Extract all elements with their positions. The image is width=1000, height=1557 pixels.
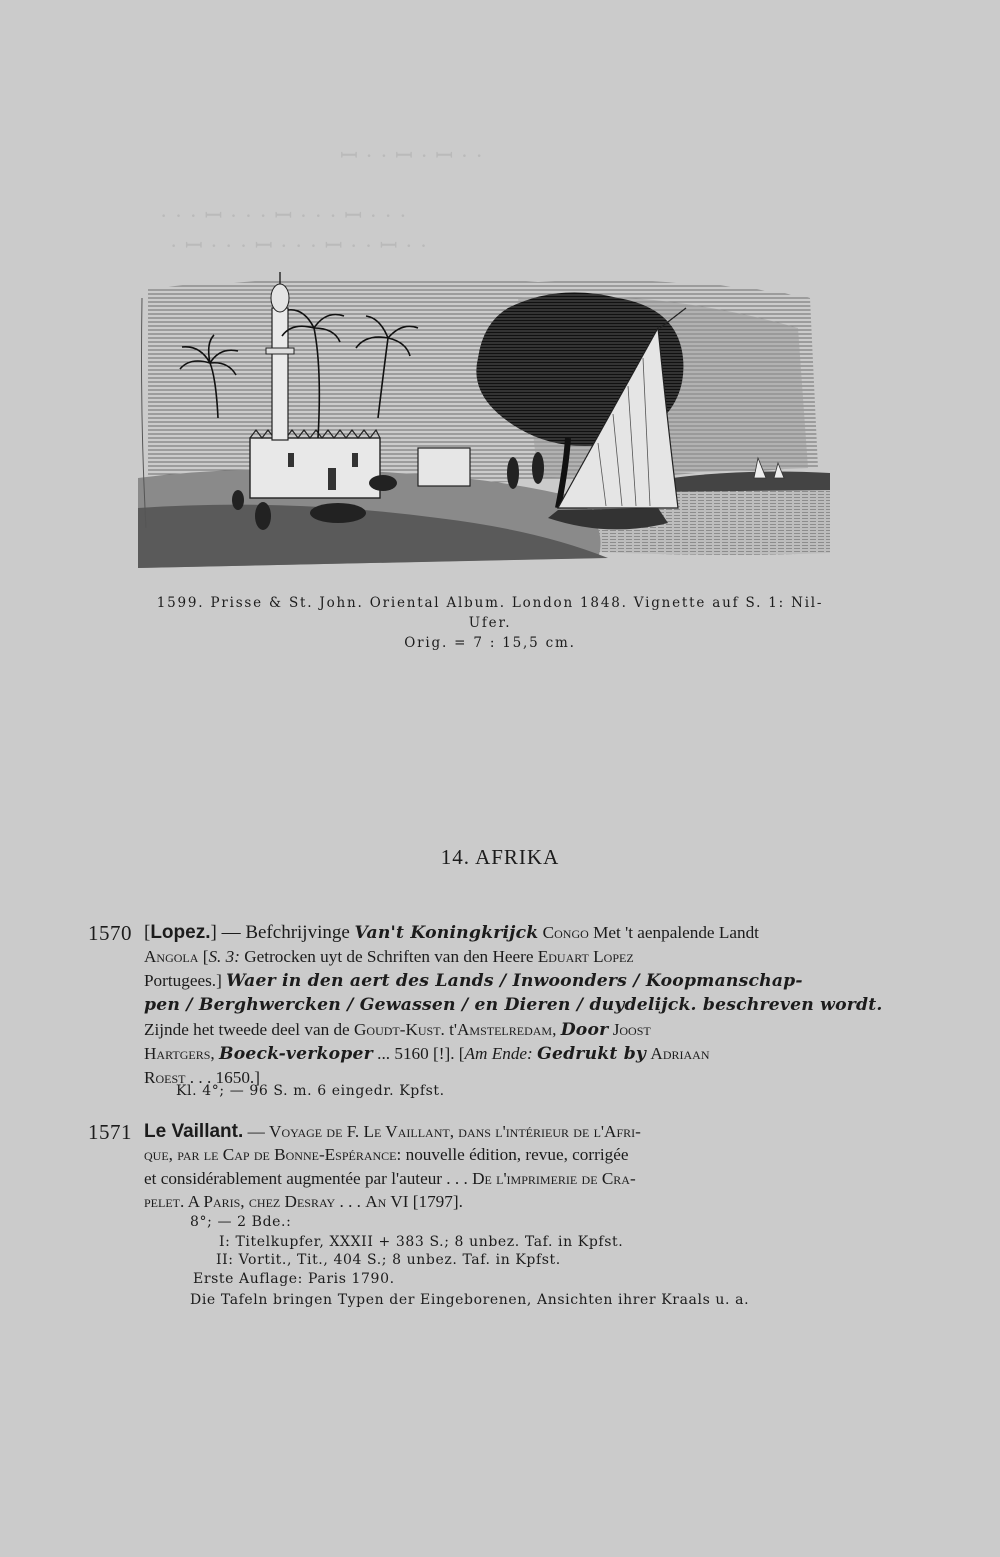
entry-text-run: De l'imprimerie de Cra- bbox=[472, 1168, 636, 1188]
entry-text-run: Van't Koningkrijck bbox=[354, 923, 539, 943]
entry-line bbox=[144, 1167, 834, 1190]
caption-line-1: 1599. Prisse & St. John. Oriental Album. London 1848. Vignette auf S. 1: Nil-Ufer. bbox=[156, 595, 824, 631]
entry-text-run: Adriaan bbox=[650, 1044, 710, 1064]
entry-text-run: Waer in den aert des Lands / Inwoonders / Koopmanschap- bbox=[226, 970, 803, 991]
entry-line bbox=[144, 1190, 834, 1213]
entry-text-run: t' bbox=[444, 1019, 457, 1039]
entry-note: 8°; — 2 Bde.: bbox=[190, 1214, 292, 1230]
entry-body bbox=[144, 1120, 834, 1214]
illustration-caption bbox=[140, 593, 840, 653]
entry-text-run: Getrocken uyt de Schriften van den Heere bbox=[239, 947, 538, 967]
entry-text-run: Door bbox=[560, 1019, 609, 1040]
entry-text-run: . . . 1650.] bbox=[185, 1068, 260, 1088]
bleed-through-text: · ꟷ · · · ꟷ · · · ꟷ · · ꟷ · · bbox=[170, 233, 429, 258]
entry-text-run: nouvelle édition, revue, corrigée bbox=[401, 1145, 629, 1165]
bleed-through-text: ꟷ · · ꟷ · ꟷ · · bbox=[340, 143, 484, 168]
entry-text-run: Lopez. bbox=[150, 922, 211, 943]
entry-text-run: Boeck-verkoper bbox=[218, 1044, 373, 1065]
entry-text-run: Joost bbox=[612, 1019, 651, 1039]
entry-text-run: [ bbox=[198, 947, 209, 967]
entry-text-run: [1797]. bbox=[408, 1192, 463, 1212]
entry-text-run: que, par le Cap de Bonne-Espérance: bbox=[144, 1145, 402, 1165]
entry-text-run: Le Vaillant. bbox=[144, 1121, 244, 1142]
entry-note: II: Vortit., Tit., 404 S.; 8 unbez. Taf. in Kpfst. bbox=[216, 1252, 561, 1268]
entry-text-run: Portugees.] bbox=[144, 970, 227, 990]
entry-text-run: Eduart Lopez bbox=[537, 947, 634, 967]
entry-body bbox=[144, 921, 883, 1090]
entry-text-run: . . . bbox=[335, 1192, 366, 1212]
entry-text-run: Angola bbox=[144, 947, 199, 967]
entry-note: Erste Auflage: Paris 1790. bbox=[193, 1271, 395, 1287]
entry-text-run: Am Ende: bbox=[464, 1044, 533, 1064]
entry-text-run: et considérablement augmentée par l'auteur . . . bbox=[144, 1168, 473, 1188]
vignette-illustration bbox=[138, 268, 834, 576]
entry-note: Kl. 4°; — 96 S. m. 6 eingedr. Kpfst. bbox=[176, 1083, 445, 1099]
entry-text-run: pelet. bbox=[144, 1192, 185, 1212]
entry-text-run: Amstelredam, bbox=[457, 1019, 557, 1039]
entry-text-run: Hartgers, bbox=[144, 1044, 215, 1064]
entry-text-run: Zijnde het tweede deel van de bbox=[144, 1019, 354, 1039]
entry-line bbox=[144, 921, 834, 945]
entry-line bbox=[144, 1018, 834, 1042]
entry-text-run: Paris, chez Desray bbox=[203, 1192, 336, 1212]
entry-text-run: Met 't aenpalende Landt bbox=[588, 923, 759, 942]
entry-note: Die Tafeln bringen Typen der Eingeborenen, Ansichten ihrer Kraals u. a. bbox=[190, 1292, 750, 1308]
entry-line bbox=[144, 1120, 834, 1143]
entry-text-run: [ bbox=[144, 922, 151, 943]
entry-text-run: An VI bbox=[365, 1192, 409, 1212]
entry-number: 1570 bbox=[88, 921, 132, 945]
entry-text-run: ] — Befchrijvinge bbox=[210, 922, 355, 943]
entry-text-run: Goudt-Kust. bbox=[353, 1019, 445, 1039]
entry-number: 1571 bbox=[88, 1120, 132, 1144]
entry-line bbox=[144, 969, 834, 993]
caption-line-2: Orig. = 7 : 15,5 cm. bbox=[404, 635, 576, 651]
entry-note: I: Titelkupfer, XXXII + 383 S.; 8 unbez. Taf. in Kpfst. bbox=[219, 1234, 624, 1250]
entry-text-run: pen / Berghwercken / Gewassen / en Dieren / duydelijck. beschreven wordt. bbox=[144, 995, 883, 1016]
entry-line bbox=[144, 1042, 834, 1066]
bleed-through-text: · · · ꟷ · · · ꟷ · · · ꟷ · · · bbox=[160, 203, 408, 228]
entry-text-run: S. 3: bbox=[208, 947, 240, 967]
entry-text-run: — bbox=[243, 1122, 270, 1141]
entry-line bbox=[144, 945, 834, 968]
entry-text-run: A bbox=[184, 1192, 204, 1212]
entry-line bbox=[144, 993, 883, 1017]
section-title: 14. AFRIKA bbox=[440, 845, 560, 869]
entry-text-run: Voyage de F. Le Vaillant, dans l'intérieur de l'Afri- bbox=[269, 1122, 641, 1141]
entry-text-run: ... 5160 [!]. [ bbox=[372, 1044, 465, 1064]
entry-text-run: Gedrukt by bbox=[537, 1044, 647, 1065]
entry-text-run: Congo bbox=[542, 923, 589, 942]
entry-text-run: Roest bbox=[144, 1068, 186, 1088]
entry-line bbox=[144, 1143, 834, 1166]
